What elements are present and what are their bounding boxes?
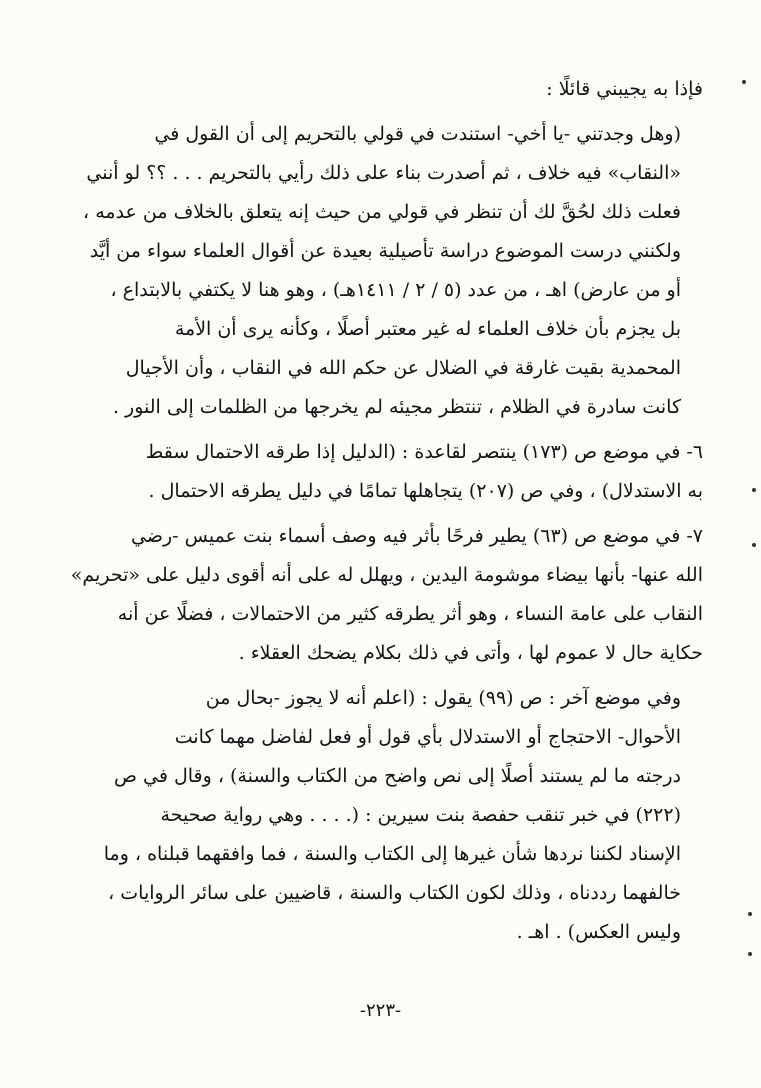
text-line: كانت سادرة في الظلام ، تنتظر مجيئه لم يخرجها من الظلمات إلى النور . (112, 396, 681, 418)
page-body (62, 70, 703, 958)
text-line: «النقاب» فيه خلاف ، ثم أصدرت بناء على ذلك رأيي بالتحريم . . . ؟؟ لو أنني (86, 162, 681, 184)
text-line: فعلت ذلك لحُقَّ لك أن تنظر في قولي من حيث إنه يتعلق بالخلاف من عدمه ، (83, 201, 681, 223)
text-line: درجته ما لم يستند أصلًا إلى نص واضح من الكتاب والسنة) ، وقال في ص (113, 765, 681, 787)
text-line: وفي موضع آخر : ص (٩٩) يقول : (اعلم أنه لا يجوز -بحال من (205, 687, 681, 709)
page-number: -٢٢٣- (359, 1000, 402, 1021)
paragraph-other-place (62, 679, 703, 952)
intro-text: فإذا به يجيبني قائلًا : (546, 78, 703, 100)
text-line: الله عنها- بأنها بيضاء موشومة اليدين ، ويهلل له على أنه أقوى دليل على «تحريم» (70, 564, 703, 586)
paragraph-item-7 (62, 517, 703, 673)
text-line: الإسناد لكننا نردها شأن غيرها إلى الكتاب والسنة ، فما وافقهما قبلناه ، وما (103, 843, 681, 865)
paragraph-item-6 (62, 433, 703, 511)
scan-speck (748, 912, 752, 916)
scan-speck (742, 80, 746, 84)
text-line: (٢٢٢) في خبر تنقب حفصة بنت سيرين : (. . . . وهي رواية صحيحة (160, 804, 681, 826)
text-line: بل يجزم بأن خلاف العلماء له غير معتبر أصلًا ، وكأنه يرى أن الأمة (174, 318, 681, 340)
text-line: المحمدية بقيت غارقة في الضلال عن حكم الله في النقاب ، وأن الأجيال (125, 357, 681, 379)
scan-speck (752, 543, 756, 547)
text-line: وليس العكس) . اهـ . (516, 921, 681, 943)
text-line: الأحوال- الاحتجاج أو الاستدلال بأي قول أو فعل لفاضل مهما كانت (174, 726, 681, 748)
text-line: خالفهما رددناه ، وذلك لكون الكتاب والسنة ، قاضيين على سائر الروايات ، (108, 882, 681, 904)
paragraph-quote (62, 115, 703, 427)
scan-speck (752, 488, 756, 492)
text-line: به الاستدلال) ، وفي ص (٢٠٧) يتجاهلها تمامًا في دليل يطرقه الاحتمال . (148, 480, 703, 502)
text-line: حكاية حال لا عموم لها ، وأتى في ذلك بكلام يضحك العقلاء . (238, 642, 703, 664)
scan-speck (748, 952, 752, 956)
text-line: النقاب على عامة النساء ، وهو أثر يطرقه كثير من الاحتمالات ، فضلًا عن أنه (117, 603, 703, 625)
text-line: أو من عارض) اهـ ، من عدد (٥ / ٢ / ١٤١١هـ) ، وهو هنا لا يكتفي بالابتداع ، (110, 279, 681, 301)
text-line: (وهل وجدتني -يا أخي- استندت في قولي بالتحريم إلى أن القول في (154, 123, 681, 145)
text-line: ولكنني درست الموضوع دراسة تأصيلية بعيدة عن أقوال العلماء سواء من أيَّد (89, 240, 681, 262)
intro-line (62, 70, 703, 109)
text-line: ٧- في موضع ص (٦٣) يطير فرحًا بأثر فيه وصف أسماء بنت عميس -رضي (131, 525, 703, 547)
text-line: ٦- في موضع ص (١٧٣) ينتصر لقاعدة : (الدليل إذا طرقه الاحتمال سقط (145, 441, 703, 463)
